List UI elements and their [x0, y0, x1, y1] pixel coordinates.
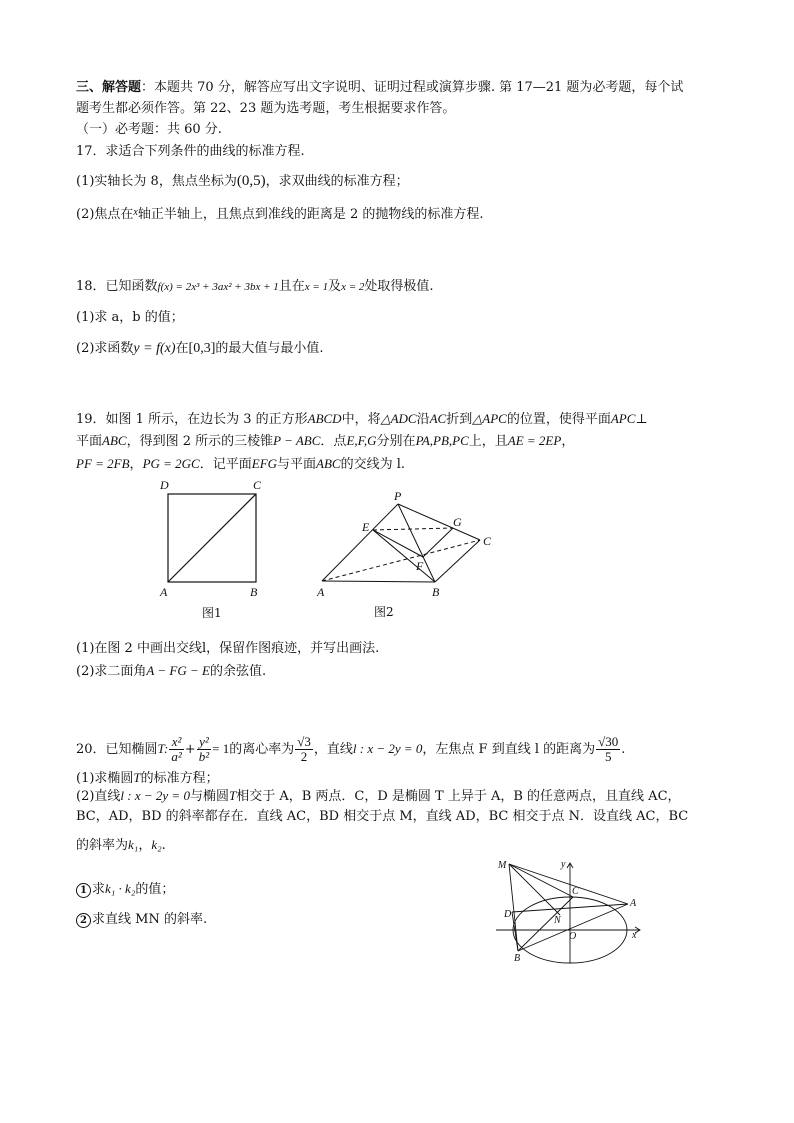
q17-point: (0,5) [236, 173, 266, 189]
label-m: M [498, 860, 507, 871]
label-p: P [394, 489, 402, 503]
q20-part2-line1 [76, 787, 726, 806]
section-subheading: （一）必考题：共 60 分. [76, 122, 222, 137]
section-intro-line2: 题考生都必须作答。第 22、23 题为选考题，考生根据要求作答。 [76, 101, 456, 116]
q18-interval: [0,3] [188, 341, 216, 356]
q19-ABC: ABC [102, 433, 127, 448]
figure-2-caption: 图2 [374, 605, 394, 618]
q20-k2: k₂ [151, 837, 162, 852]
label-b3: B [514, 953, 521, 964]
figure-1-square [150, 472, 280, 622]
q18-part2 [76, 340, 726, 358]
q20-text: . [621, 742, 626, 757]
q19-text: 分别在 [376, 434, 416, 449]
frac-x2-a2 [169, 735, 183, 764]
q20-text: 20．已知椭圆 [76, 742, 158, 757]
q19-text: 的余弦值. [209, 664, 267, 679]
figure-1-caption: 图1 [202, 606, 222, 620]
line-bc [518, 897, 573, 951]
q19-text: ，得到图 2 所示的三棱锥 [126, 434, 274, 449]
label-n: N [554, 915, 561, 926]
segment-fg [423, 528, 453, 557]
q19-text: 折到 [446, 412, 473, 427]
q19-PG: PG = 2GC [142, 456, 200, 471]
edge-ac-hidden [322, 540, 480, 581]
q20-text: ， [138, 838, 152, 853]
q20-sub1 [76, 880, 456, 899]
label-a: A [160, 585, 168, 599]
q20-text: . [161, 838, 166, 853]
q17-part1 [76, 172, 726, 191]
q18-fx: f(x) = 2x³ + 3ax² + 3bx + 1 [157, 281, 279, 293]
frac-den: 2 [300, 749, 308, 764]
q20-text: (2)直线 [76, 789, 121, 804]
q19-line2 [76, 432, 726, 451]
q18-stem-a: 18．已知函数 [76, 279, 158, 294]
q20-text: (1)求椭圆 [76, 771, 134, 786]
q18-x2: x = 2 [341, 281, 365, 293]
q18-part1: (1)求 a，b 的值； [76, 310, 184, 325]
label-f: F [416, 559, 424, 573]
label-a2: A [317, 585, 325, 599]
line-mb [509, 864, 518, 951]
q20-text: 的值； [135, 882, 175, 897]
q19-AE: AE = 2EP [507, 433, 562, 448]
section-intro-line1 [76, 79, 726, 97]
q19-part1: (1)在图 2 中画出交线l，保留作图痕迹，并写出画法. [76, 641, 380, 656]
frac-den: a² [171, 749, 182, 764]
q18-x1: x = 1 [304, 281, 329, 293]
edge-bc [435, 540, 480, 582]
q18-part2-b: 在 [175, 341, 189, 356]
label-c3: C [572, 886, 579, 897]
q17-part1-b: ，求双曲线的标准方程； [265, 174, 409, 189]
frac-den: b² [198, 749, 210, 764]
label-o: O [569, 931, 577, 942]
q19-text: 平面 [76, 434, 103, 449]
frac-num: √30 [598, 734, 619, 749]
q19-text: ， [129, 457, 143, 472]
section-heading: 三、解答题 [76, 80, 142, 95]
label-d: D [160, 478, 169, 492]
q17-stem: 17．求适合下列条件的曲线的标准方程. [76, 144, 305, 159]
q17-part2 [76, 204, 726, 224]
line-ma [509, 864, 628, 904]
circled-number-1: 1 [76, 883, 91, 898]
frac-num: y² [197, 735, 211, 750]
frac-dist [596, 735, 620, 764]
frac-num: √3 [297, 734, 311, 749]
q20-line1: 20．已知椭圆T: $\frac{\text{x²}}{\text{a²}}$ + $\frac{\text{y²}}{\text{b²}}$ = 1的离心率为 $\frac{√3}{2}$ ，直线l : x − 2y = 0，左焦点 F 到直线 l 的距离为 $\frac{√30}{5}$ . [76, 734, 626, 764]
q17-part2-a: (2)焦点在 [76, 207, 134, 222]
label-a3: A [630, 898, 637, 909]
q18-stem-b: 且在 [278, 279, 305, 294]
q19-PF: PF = 2FB [76, 456, 130, 471]
frac-y2-b2 [197, 735, 211, 764]
q19-EFG: EFG [251, 456, 278, 471]
label-b: B [250, 585, 258, 599]
q20-part2-line2: BC，AD，BD 的斜率都存在．直线 AC，BD 相交于点 M，直线 AD，BC 相交于点 N．设直线 AC，BC [76, 809, 689, 824]
figure-2-pyramid [310, 488, 510, 618]
frac-den: 5 [604, 749, 612, 764]
q18-yfx: y = f(x) [133, 341, 176, 356]
label-c: C [253, 478, 262, 492]
q20-T2: T [133, 770, 141, 785]
q20-part1 [76, 769, 726, 788]
q19-part2 [76, 662, 726, 681]
q20-text: 求直线 MN 的斜率. [92, 912, 208, 927]
q19-text: 上，且 [468, 434, 508, 449]
frac-ecc [295, 735, 313, 764]
q20-text: ，左焦点 F 到直线 l 的距离为 [422, 742, 596, 757]
q19-PABC: P − ABC [273, 433, 321, 448]
q20-text: 的离心率为 [229, 742, 295, 757]
q19-text: (2)求二面角 [76, 664, 147, 679]
q19-triADC: △ADC [380, 411, 417, 426]
label-d3: D [504, 909, 512, 920]
square-diagonal-ac [168, 494, 256, 582]
section-intro: ：本题共 70 分，解答应写出文字说明、证明过程或演算步骤. 第 17—21 题为必考题，每个试 [141, 80, 684, 95]
q19-EFG-points: E,F,G [346, 433, 377, 448]
q19-triAPC: △APC [472, 411, 507, 426]
q19-ABC2: ABC [316, 456, 341, 471]
figure-3-ellipse [490, 853, 650, 968]
q19-AC: AC [429, 411, 447, 426]
q19-text: 与平面 [277, 457, 317, 472]
q18-part2-a: (2)求函数 [76, 341, 134, 356]
q20-sub2 [76, 911, 456, 929]
q18-part2-c: 的最大值与最小值. [215, 341, 324, 356]
q19-text: 中，将 [341, 412, 381, 427]
q19-dihedral: A − FG − E [146, 663, 210, 678]
segment-eg [373, 528, 453, 530]
label-g: G [453, 515, 462, 529]
q19-text: ．点 [320, 434, 347, 449]
q17-part2-b: 轴正半轴上，且焦点到准线的距离是 2 的抛物线的标准方程. [137, 207, 484, 222]
label-b2: B [432, 585, 440, 599]
edge-pc [398, 504, 480, 540]
q20-line-l: l : x − 2y = 0 [352, 741, 423, 756]
line-mn [509, 864, 560, 915]
label-e: E [362, 520, 370, 534]
line-ab [518, 904, 628, 951]
q19-text: 19．如图 1 所示，在边长为 3 的正方形 [76, 412, 308, 427]
label-y: y [561, 859, 566, 870]
edge-ap [322, 504, 398, 581]
q20-text: 求 [92, 882, 106, 897]
q20-text: 与椭圆 [189, 789, 229, 804]
segment-eb [373, 530, 435, 582]
q19-line1 [76, 410, 726, 429]
q20-text: 的斜率为 [76, 838, 129, 853]
q19-text: ， [561, 434, 575, 449]
q20-text: ，直线 [313, 742, 353, 757]
q19-ABCD: ABCD [307, 411, 342, 426]
q20-text: 相交于 A，B 两点．C，D 是椭圆 T 上异于 A，B 的任意两点，且直线 AC， [236, 789, 681, 804]
q19-text: ．记平面 [199, 457, 252, 472]
eq-one: = 1 [212, 741, 230, 756]
q20-T3: T [228, 788, 237, 803]
frac-num: x² [169, 735, 183, 750]
segment-ef [373, 530, 423, 557]
q19-text: 沿 [416, 412, 430, 427]
q19-PA-PB-PC: PA,PB,PC [415, 433, 469, 448]
q19-APC: APC [610, 411, 636, 426]
q17-part1-a: (1)实轴长为 8，焦点坐标为 [76, 174, 237, 189]
q19-text: 的位置，使得平面 [506, 412, 611, 427]
q18-stem [76, 278, 726, 296]
q19-perp: ⊥ [635, 412, 648, 427]
q20-line-l2: l : x − 2y = 0 [120, 788, 190, 803]
q17-x: x [133, 207, 138, 218]
label-x: x [632, 930, 637, 941]
q19-text: 的交线为 l. [340, 457, 406, 472]
q18-stem-d: 处取得极值. [364, 279, 434, 294]
circled-number-2: 2 [76, 913, 91, 928]
q20-k1k2: k₁ · k₂ [105, 881, 136, 896]
q20-k1: k₁ [128, 837, 139, 852]
q20-T: T: [157, 741, 169, 756]
label-c2: C [483, 534, 492, 548]
q18-stem-c: 及 [328, 279, 342, 294]
q20-text: 的标准方程； [140, 771, 219, 786]
edge-ab [322, 581, 435, 582]
